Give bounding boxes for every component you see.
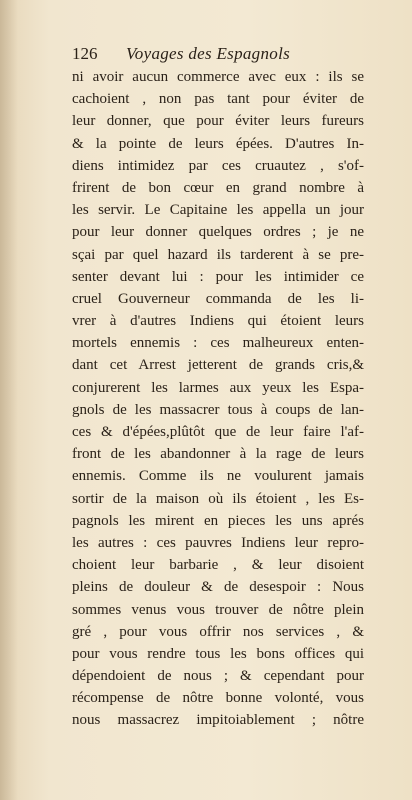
text-line: récompense de nôtre bonne volonté, vous [72, 690, 364, 707]
page-header [72, 44, 382, 66]
text-line: ni avoir aucun commerce avec eux : ils se [72, 69, 364, 85]
text-line: dépendoient de nous ; & cependant pour [72, 668, 364, 685]
text-line: cruel Gouverneur commanda de les li- [72, 290, 364, 307]
text-line: pour leur donner quelques ordres ; je ne [72, 224, 364, 241]
text-line: senter devant lui : pour les intimider ce [72, 268, 364, 285]
text-line: ces & d'épées,plûtôt que de leur faire l'af- [72, 424, 364, 440]
text-line: diens intimidez par ces cruautez , s'of- [72, 157, 364, 174]
text-line: sçai par quel hazard ils tarderent à se pre- [72, 246, 364, 263]
text-line: conjurerent les larmes aux yeux les Espa- [72, 379, 364, 396]
text-line: vrer à d'autres Indiens qui étoient leurs [72, 313, 364, 330]
text-line: choient leur barbarie , & leur disoient [72, 557, 364, 574]
binding-shadow [0, 0, 18, 800]
text-line: & la pointe de leurs épées. D'autres In- [72, 135, 364, 152]
text-line: ennemis. Comme ils ne voulurent jamais [72, 468, 364, 485]
text-line: frirent de bon cœur en grand nombre à [72, 179, 364, 196]
body-text [72, 66, 364, 732]
text-line: pagnols les mirent en pieces les uns aprés [72, 512, 364, 529]
text-line: gré , pour vous offrir nos services , & [72, 623, 364, 640]
text-line: leur donner, que pour éviter leurs fureurs [72, 113, 364, 130]
text-line: sortir de la maison où ils étoient , les Es- [72, 490, 364, 507]
text-line: pour vous rendre tous les bons offices qui [72, 645, 364, 662]
text-line: sommes venus vous trouver de nôtre plein [72, 601, 364, 618]
text-line: les autres : ces pauvres Indiens leur repro- [72, 534, 364, 551]
text-line: mortels ennemis : ces malheureux enten- [72, 335, 364, 352]
text-line: gnols de les massacrer tous à coups de lan- [72, 401, 364, 418]
running-title: Voyages des Espagnols [126, 44, 291, 63]
text-line: nous massacrez impitoiablement ; nôtre [72, 712, 364, 729]
text-line: front de les abandonner à la rage de leurs [72, 446, 364, 463]
page-number: 126 [72, 44, 98, 63]
text-line: les servir. Le Capitaine les appella un jour [72, 202, 364, 219]
text-line: dant cet Arrest jetterent de grands cris,& [72, 357, 364, 374]
text-line: pleins de douleur & de desespoir : Nous [72, 579, 364, 596]
text-line: cachoient , non pas tant pour éviter de [72, 91, 364, 108]
